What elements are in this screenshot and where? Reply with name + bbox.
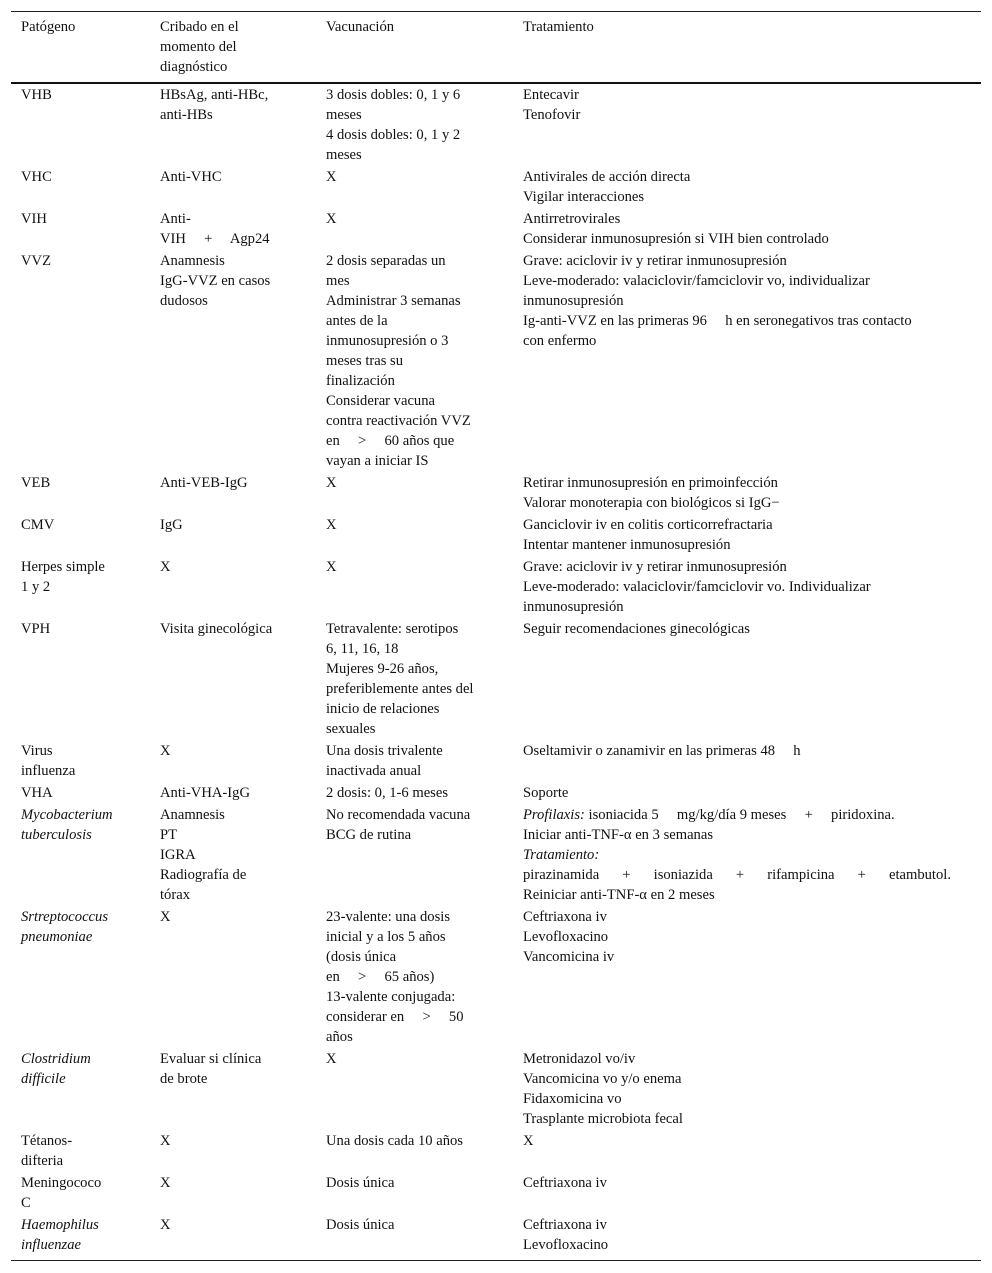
row-screening: IgG <box>160 517 183 533</box>
row-vaccination: X <box>326 475 337 491</box>
profilaxis-label: Profilaxis: <box>523 807 585 823</box>
row-pathogen: Clostridium difficile <box>21 1051 91 1087</box>
row-pathogen: VHC <box>21 169 52 185</box>
row-treatment: Grave: aciclovir iv y retirar inmunosupresión Leve-moderado: valaciclovir/famciclovir vo, individualizar inmunosupresión Ig-anti-VVZ en las primeras 96 h en seronegativos tras contacto con enfermo <box>523 253 912 349</box>
row-treatment: X <box>523 1133 534 1149</box>
row-screening: X <box>160 559 171 575</box>
table-top-rule <box>11 11 981 12</box>
row-vaccination: Tetravalente: serotipos 6, 11, 16, 18 Mujeres 9-26 años, preferiblemente antes del inicio de relaciones sexuales <box>326 621 474 737</box>
row-pathogen: Tétanos- difteria <box>21 1133 73 1169</box>
row-treatment: Retirar inmunosupresión en primoinfección Valorar monoterapia con biológicos si IgG− <box>523 475 780 511</box>
row-pathogen: VIH <box>21 211 47 227</box>
row-vaccination: 2 dosis: 0, 1-6 meses <box>326 785 449 801</box>
row-screening: Anamnesis IgG-VVZ en casos dudosos <box>160 253 271 309</box>
tratamiento-label: Tratamiento: <box>523 847 600 863</box>
row-pathogen: VEB <box>21 475 51 491</box>
row-pathogen: VVZ <box>21 253 51 269</box>
header-vaccination: Vacunación <box>326 19 395 35</box>
row-pathogen: CMV <box>21 517 55 533</box>
row-vaccination: Dosis única <box>326 1175 395 1191</box>
row-screening: X <box>160 1175 171 1191</box>
row-treatment: Grave: aciclovir iv y retirar inmunosupresión Leve-moderado: valaciclovir/famciclovir vo. Individualizar inmunosupresión <box>523 559 871 615</box>
row-screening: Anti-VHC <box>160 169 222 185</box>
row-vaccination: 23-valente: una dosis inicial y a los 5 años (dosis única en > 65 años) 13-valente conjugada: considerar en > 50 años <box>326 909 464 1045</box>
row-treatment-line: Reiniciar anti-TNF-α en 2 meses <box>523 887 715 903</box>
row-screening: HBsAg, anti-HBc, anti-HBs <box>160 87 269 123</box>
row-pathogen: VHA <box>21 785 53 801</box>
row-screening: X <box>160 1217 171 1233</box>
row-pathogen: Herpes simple 1 y 2 <box>21 559 105 595</box>
row-vaccination: X <box>326 517 337 533</box>
row-pathogen: Virus influenza <box>21 743 76 779</box>
row-pathogen: Mycobacterium tuberculosis <box>21 807 113 843</box>
row-vaccination: X <box>326 559 337 575</box>
row-treatment: Ceftriaxona iv Levofloxacino <box>523 1217 609 1253</box>
row-vaccination: Una dosis trivalente inactivada anual <box>326 743 443 779</box>
header-treatment: Tratamiento <box>523 19 594 35</box>
row-treatment: Metronidazol vo/iv Vancomicina vo y/o enema Fidaxomicina vo Trasplante microbiota fecal <box>523 1051 683 1127</box>
header-pathogen: Patógeno <box>21 19 76 35</box>
row-treatment-line: Iniciar anti-TNF-α en 3 semanas <box>523 827 714 843</box>
table-bottom-rule <box>11 1260 981 1261</box>
row-treatment: Entecavir Tenofovir <box>523 87 581 123</box>
row-treatment-line <box>523 805 895 825</box>
row-pathogen: Meningococo C <box>21 1175 102 1211</box>
row-pathogen: VPH <box>21 621 51 637</box>
row-vaccination: X <box>326 169 337 185</box>
row-treatment: Soporte <box>523 785 569 801</box>
row-treatment: Ceftriaxona iv <box>523 1175 607 1191</box>
row-pathogen: VHB <box>21 87 52 103</box>
row-screening: Anti- VIH + Agp24 <box>160 211 270 247</box>
row-vaccination: Dosis única <box>326 1217 395 1233</box>
row-pathogen: Srtreptococcus pneumoniae <box>21 909 108 945</box>
row-vaccination: Una dosis cada 10 años <box>326 1133 463 1149</box>
row-treatment: Antirretrovirales Considerar inmunosupresión si VIH bien controlado <box>523 211 829 247</box>
row-vaccination: X <box>326 1051 337 1067</box>
row-screening: Anti-VHA-IgG <box>160 785 250 801</box>
row-vaccination: 2 dosis separadas un mes Administrar 3 semanas antes de la inmunosupresión o 3 meses tras su finalización Considerar vacuna contra reactivación VVZ en > 60 años que vayan a iniciar IS <box>326 253 471 469</box>
header-screening: Cribado en el momento del diagnóstico <box>160 19 239 75</box>
row-screening: X <box>160 909 171 925</box>
row-vaccination: No recomendada vacuna BCG de rutina <box>326 807 471 843</box>
row-screening: Anti-VEB-IgG <box>160 475 248 491</box>
row-treatment: Oseltamivir o zanamivir en las primeras 48 h <box>523 743 801 759</box>
row-screening: X <box>160 743 171 759</box>
header-rule <box>11 82 981 84</box>
row-screening: X <box>160 1133 171 1149</box>
row-screening: Evaluar si clínica de brote <box>160 1051 262 1087</box>
row-treatment: Ganciclovir iv en colitis corticorrefractaria Intentar mantener inmunosupresión <box>523 517 773 553</box>
row-screening: Visita ginecológica <box>160 621 273 637</box>
row-pathogen: Haemophilus influenzae <box>21 1217 99 1253</box>
row-treatment: Seguir recomendaciones ginecológicas <box>523 621 750 637</box>
row-treatment: Ceftriaxona iv Levofloxacino Vancomicina iv <box>523 909 615 965</box>
row-treatment: Antivirales de acción directa Vigilar interacciones <box>523 169 691 205</box>
row-vaccination: X <box>326 211 337 227</box>
row-treatment-line: pirazinamida + isoniazida + rifampicina + etambutol. <box>523 867 951 883</box>
profilaxis-text: isoniacida 5 mg/kg/día 9 meses + piridoxina. <box>584 807 895 823</box>
row-vaccination: 3 dosis dobles: 0, 1 y 6 meses 4 dosis dobles: 0, 1 y 2 meses <box>326 87 461 163</box>
row-screening: Anamnesis PT IGRA Radiografía de tórax <box>160 807 247 903</box>
